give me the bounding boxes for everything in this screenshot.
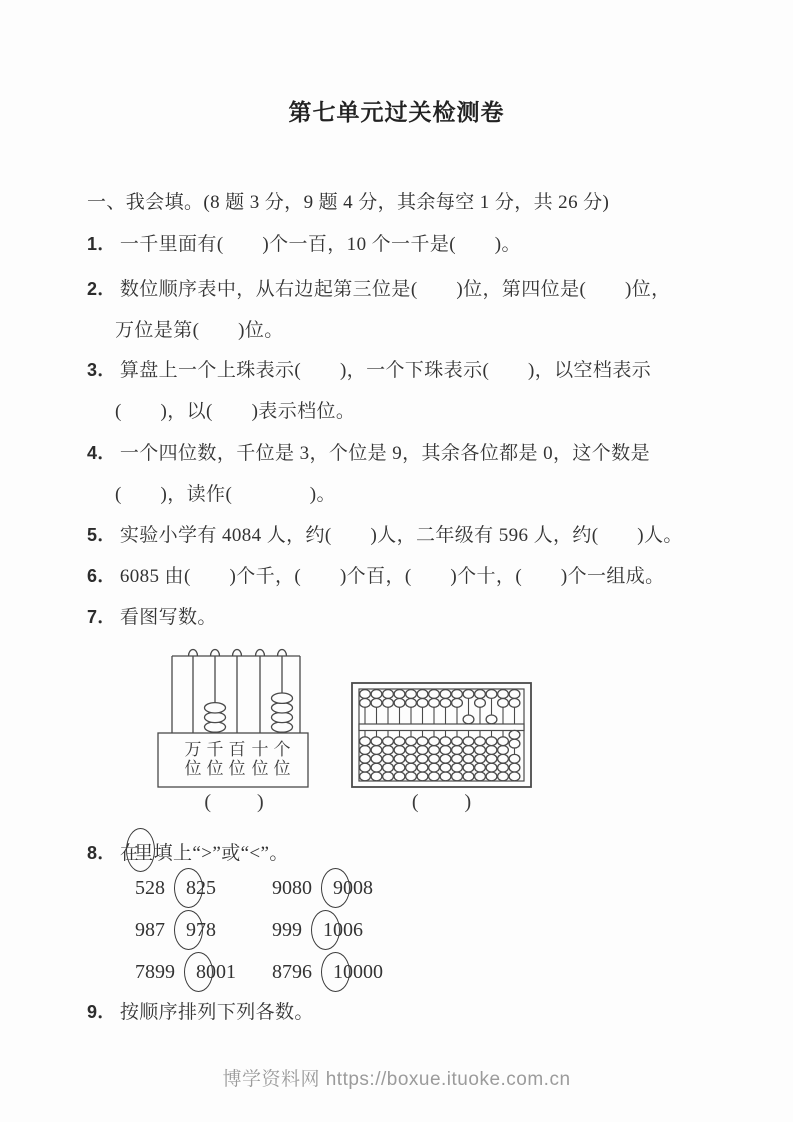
blank-open-paren: (	[411, 791, 419, 813]
blank-open-paren: (	[204, 791, 211, 813]
question-2-line-1	[0, 276, 793, 303]
question-2-text-2: 万位是第( )位。	[115, 320, 284, 341]
board-label-wei-2: 位	[206, 759, 224, 778]
question-3-text-1: 算盘上一个上珠表示( )，一个下珠表示( )，以空档表示	[119, 360, 652, 381]
question-8-number: 8．	[87, 843, 116, 863]
question-1	[0, 231, 793, 258]
question-4-line-1	[0, 440, 793, 467]
question-3-line-1	[0, 357, 793, 384]
question-5-number: 5．	[87, 525, 116, 545]
comparison-pair	[272, 910, 363, 950]
blank-close-paren: )	[257, 791, 264, 813]
question-2-line-2	[0, 317, 793, 344]
comparison-pair	[272, 868, 373, 908]
board-label-qian: 千	[206, 740, 224, 759]
question-7	[0, 604, 793, 631]
board-rods	[193, 656, 282, 733]
section-one-heading	[0, 189, 793, 216]
board-beads	[205, 693, 293, 732]
question-6-number: 6．	[87, 566, 116, 586]
board-label-wei-4: 位	[251, 759, 269, 778]
number-right: 10000	[333, 960, 383, 983]
question-8-text-before: 在	[119, 843, 140, 864]
comparison-row-3	[135, 950, 383, 994]
footer-watermark: 博学资料网 https://boxue.ituoke.com.cn	[222, 1069, 571, 1090]
comparison-pair	[272, 952, 383, 992]
question-5-text: 实验小学有 4084 人，约( )人，二年级有 596 人，约( )人。	[119, 525, 683, 546]
counting-board-drawing	[155, 643, 313, 791]
board-label-shi: 十	[251, 740, 269, 759]
number-left: 7899	[135, 960, 175, 983]
board-label-wei-5: 位	[273, 759, 291, 778]
question-6	[0, 563, 793, 590]
question-6-text: 6085 由( )个千，( )个百，( )个十，( )个一组成。	[119, 566, 665, 587]
question-3-line-2	[0, 398, 793, 425]
question-1-number: 1．	[87, 234, 116, 254]
number-left: 8796	[272, 960, 312, 983]
board-label-wei-1: 位	[184, 759, 202, 778]
blank-close-paren: )	[464, 791, 472, 813]
number-right: 978	[186, 918, 216, 941]
number-right: 825	[186, 876, 216, 899]
board-rod-loops	[189, 650, 287, 657]
question-4-number: 4．	[87, 443, 116, 463]
board-label-ge: 个	[273, 740, 291, 759]
question-5	[0, 522, 793, 549]
question-2-number: 2．	[87, 279, 116, 299]
section-one-text: 一、我会填。(8 题 3 分，9 题 4 分，其余每空 1 分，共 26 分)	[87, 192, 610, 213]
comparison-row-1	[135, 866, 373, 910]
abacus-beam	[359, 724, 524, 731]
question-3-number: 3．	[87, 360, 116, 380]
counting-board-figure	[155, 643, 313, 791]
page-title: 第七单元过关检测卷	[288, 99, 505, 125]
number-right: 9008	[333, 876, 373, 899]
question-4-text-2: ( )，读作( )。	[115, 484, 336, 505]
answer-blank-abacus	[351, 791, 532, 814]
question-1-text: 一千里面有( )个一百，10 个一千是( )。	[119, 234, 521, 255]
question-9-number: 9．	[87, 1002, 116, 1022]
question-7-number: 7．	[87, 607, 116, 627]
number-left: 999	[272, 918, 302, 941]
abacus-figure	[351, 682, 532, 788]
question-4-line-2	[0, 481, 793, 508]
question-7-text: 看图写数。	[119, 607, 217, 628]
abacus-drawing	[351, 682, 532, 788]
board-label-wei-3: 位	[228, 759, 246, 778]
number-right: 8001	[196, 960, 236, 983]
question-4-text-1: 一个四位数，千位是 3，个位是 9，其余各位都是 0，这个数是	[119, 443, 650, 464]
question-8	[0, 828, 793, 872]
board-label-wan: 万	[184, 740, 202, 759]
question-2-text-1: 数位顺序表中，从右边起第三位是( )位，第四位是( )位，	[119, 279, 671, 300]
number-left: 987	[135, 918, 165, 941]
question-9-text: 按顺序排列下列各数。	[119, 1002, 314, 1023]
number-right: 1006	[323, 918, 363, 941]
question-3-text-2: ( )，以( )表示档位。	[115, 401, 356, 422]
question-9	[0, 999, 793, 1026]
abacus-beads	[360, 690, 520, 781]
number-left: 528	[135, 876, 165, 899]
question-8-text-after: 里填上“>”或“<”。	[134, 843, 289, 864]
answer-blank-counting-board	[155, 791, 313, 814]
board-label-bai: 百	[228, 740, 246, 759]
comparison-row-2	[135, 908, 363, 952]
number-left: 9080	[272, 876, 312, 899]
